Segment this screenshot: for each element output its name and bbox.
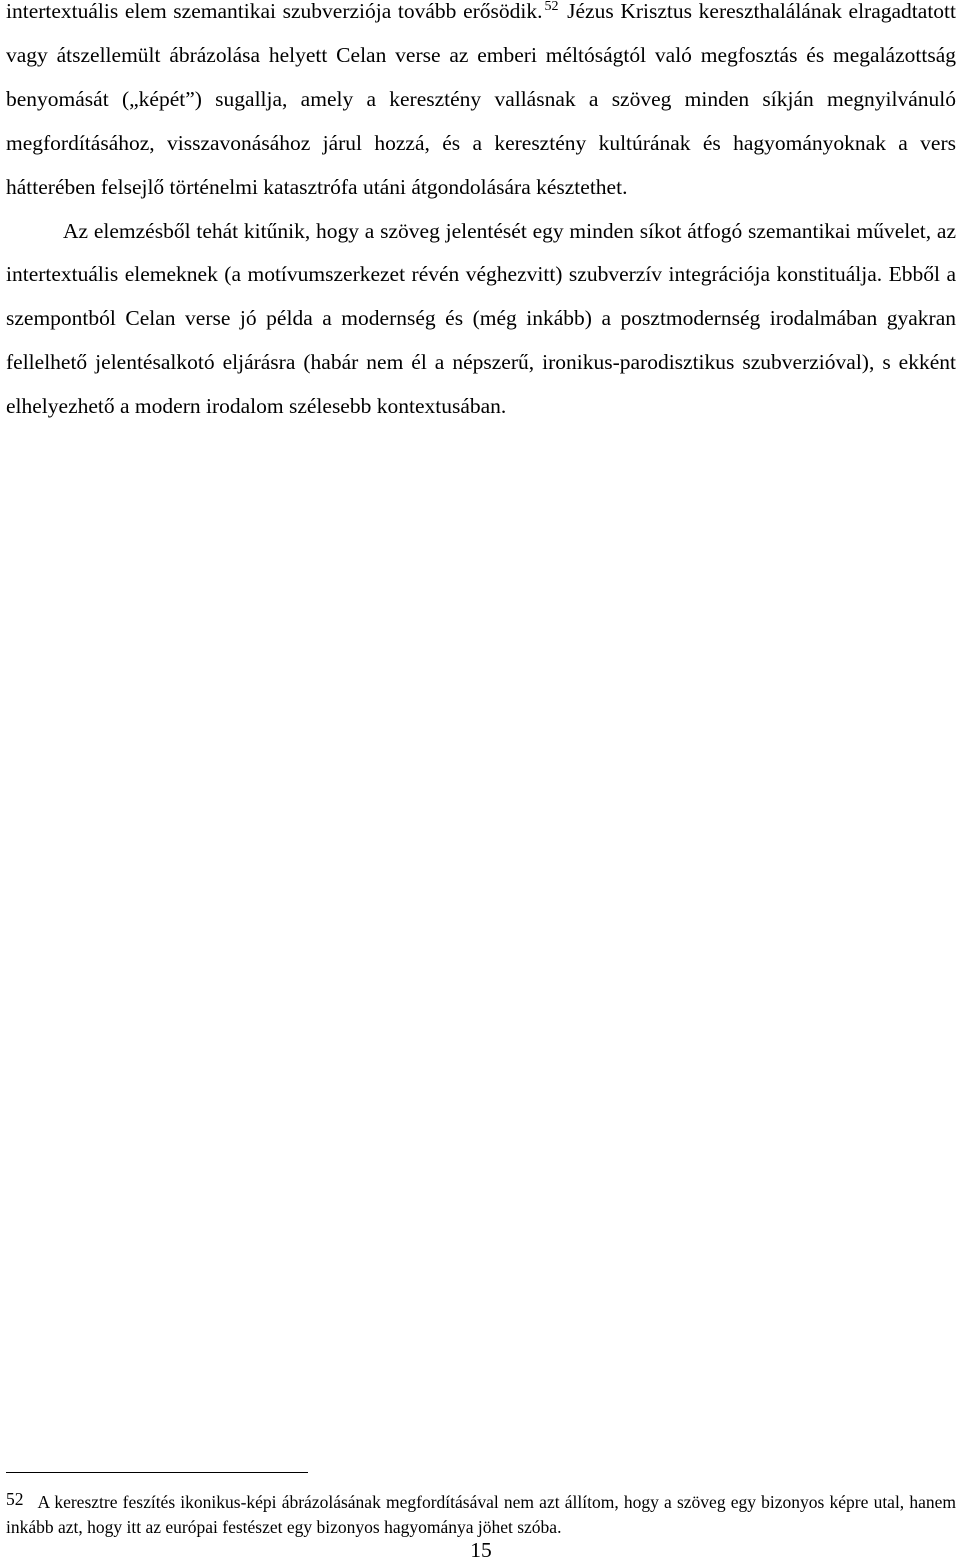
page-number: 15 [470, 1538, 492, 1562]
paragraph-1-rest: Jézus Krisztus kereszthalálának elragadtatott vagy átszellemült ábrázolása helyett Celan verse az emberi méltóságtól való megfosztás és megalázottság benyomását („képét”) sugallja, amely a keresztény vallásnak a szöveg minden síkján megnyilvánuló megfordításához, visszavonásához járul hozzá, és a keresztény kultúrának és hagyományoknak a vers hátterében felsejlő történelmi katasztrófa utáni átgondolására késztethet. [6, 0, 956, 199]
footnote-number: 52 [6, 1489, 24, 1509]
paragraph-1 [6, 0, 956, 210]
footnote-52 [6, 1487, 956, 1540]
footnote-reference: 52 [544, 0, 559, 14]
paragraph-1-start: intertextuális elem szemantikai szubverziója tovább erősödik. [6, 0, 543, 23]
footnote [6, 1487, 956, 1540]
document-page [6, 0, 956, 1562]
footnote-text: A keresztre feszítés ikonikus-képi ábrázolásának megfordításával nem azt állítom, hogy a szöveg egy bizonyos képre utal, hanem inkább azt, hogy itt az európai festészet egy bizonyos hagyománya jöhet szóba. [6, 1492, 956, 1537]
body-text [6, 0, 956, 429]
footnote-separator [6, 1472, 308, 1473]
paragraph-2: Az elemzésből tehát kitűnik, hogy a szöveg jelentését egy minden síkot átfogó szemantikai művelet, az intertextuális elemeknek (a motívumszerkezet révén véghezvitt) szubverzív integrációja konstituálja. Ebből a szempontból Celan verse jó példa a modernség és (még inkább) a posztmodernség irodalmában gyakran fellelhető jelentésalkotó eljárásra (habár nem él a népszerű, ironikus-parodisztikus szubverzióval), s ekként elhelyezhető a modern irodalom szélesebb kontextusában. [6, 218, 956, 419]
